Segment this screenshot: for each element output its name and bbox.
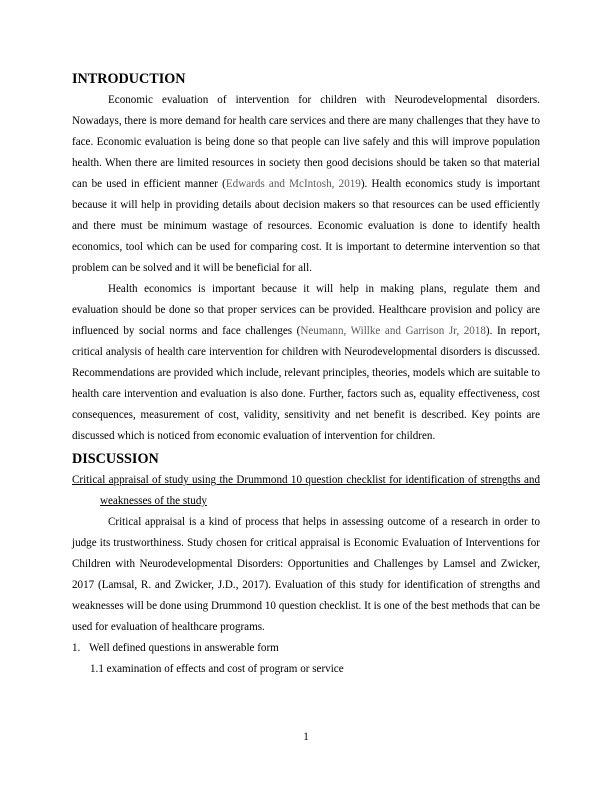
list-item xyxy=(72,638,540,659)
introduction-paragraph-1 xyxy=(72,90,540,279)
introduction-paragraph-2 xyxy=(72,279,540,447)
citation-neumann-willke-garrison: Neumann, Willke and Garrison Jr, 2018 xyxy=(300,325,486,337)
citation-edwards-mcintosh: Edwards and McIntosh, 2019 xyxy=(225,178,361,190)
introduction-paragraph-2-text-a: Health economics is important because it will help in making plans, regulate them and evaluation should be done so that proper services can be provided. Healthcare provision and policy are influenced by social norms and face challenges ( xyxy=(72,283,540,337)
sub-list-item: 1.1 examination of effects and cost of program or service xyxy=(90,663,344,675)
introduction-heading: INTRODUCTION xyxy=(72,71,186,87)
list-item-text: Well defined questions in answerable form xyxy=(89,642,279,654)
document-page xyxy=(72,68,540,680)
page-number: 1 xyxy=(303,731,309,743)
discussion-heading: DISCUSSION xyxy=(72,451,159,467)
introduction-paragraph-1-text-a: Economic evaluation of intervention for children with Neurodevelopmental disorders. Nowadays, there is more demand for health care services and there are many challenges that they have to face. Economic evaluation is being done so that people can live safely and this will improve population health. When there are limited resources in society then good decisions should be taken so that material can be used in efficient manner ( xyxy=(72,94,540,190)
introduction-paragraph-2-text-b: ). In report, critical analysis of health care intervention for children with Neurodevelopmental disorders is discussed. Recommendations are provided which include, relevant principles, theories, models which are suitable to health care intervention and evaluation is also done. Further, factors such as, equality effectiveness, cost consequences, measurement of cost, validity, sensitivity and net benefit is described. Key points are discussed which is noticed from economic evaluation of intervention for children. xyxy=(72,325,540,442)
discussion-subheading: Critical appraisal of study using the Drummond 10 question checklist for identification of strengths and weaknesses of the study xyxy=(72,474,540,507)
introduction-paragraph-1-text-b: ). Health economics study is important because it will help in providing details about decision makers so that resources can be used efficiently and there must be minimum wastage of resources. Economic evaluation is done to identify health economics, tool which can be used for comparing cost. It is important to determine intervention so that problem can be solved and it will be beneficial for all. xyxy=(72,178,541,274)
list-item-number: 1. xyxy=(72,642,81,654)
discussion-paragraph-1: Critical appraisal is a kind of process that helps in assessing outcome of a research in order to judge its trustworthiness. Study chosen for critical appraisal is Economic Evaluation of Interventions for Children with Neurodevelopmental Disorders: Opportunities and Challenges by Lamsel and Zwicker, 2017 (Lamsal, R. and Zwicker, J.D., 2017). Evaluation of this study for identification of strengths and weaknesses will be done using Drummond 10 question checklist. It is one of the best methods that can be used for evaluation of healthcare programs. xyxy=(72,516,541,633)
